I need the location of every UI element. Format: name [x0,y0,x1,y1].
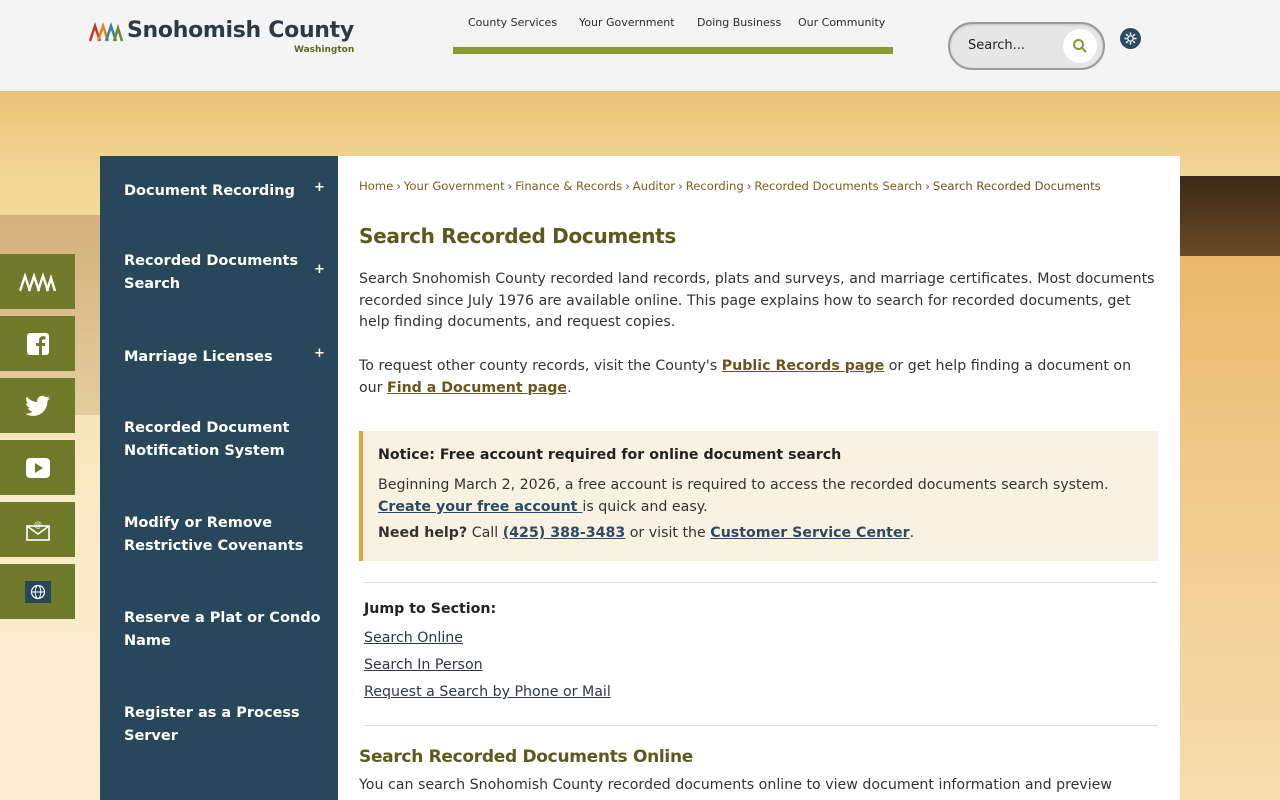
breadcrumb-separator: › [925,179,930,193]
hero-hills [1180,176,1280,256]
help-middle: Call [467,525,503,541]
expand-icon[interactable]: + [314,262,325,277]
notice-body [378,474,1148,518]
social-bar [0,254,75,626]
public-records-link[interactable]: Public Records page [721,358,885,374]
sidebar-item-reserve-plat[interactable]: Reserve a Plat or Condo Name [124,610,321,649]
create-account-link[interactable]: Create your free account [378,499,583,515]
phone-link[interactable]: (425) 388-3483 [502,525,626,541]
sidebar-item-restrictive-covenants[interactable]: Modify or Remove Restrictive Covenants [124,515,304,554]
nav-county-services[interactable]: County Services [468,16,558,29]
divider [364,725,1158,726]
breadcrumb-your-government[interactable]: Your Government [403,179,505,193]
breadcrumb-finance-records[interactable]: Finance & Records [515,179,623,193]
logo-subtitle: Washington [294,45,355,55]
main-content [338,156,1180,800]
logo-mountains-icon [89,22,123,42]
intro-paragraph: Search Snohomish County recorded land records, plats and surveys, and marriage certificates. Most documents recorded since July 1976 are available online. This page explains how to search for recorded documents, get help finding documents, and request copies. [359,271,1155,331]
email-icon [26,519,50,541]
logo-name: Snohomish County [127,18,354,43]
youtube-icon [26,458,50,478]
request-paragraph [359,356,1159,399]
social-facebook-button[interactable] [0,316,75,371]
section-paragraph: You can search Snohomish County recorded documents online to view document information and preview [359,777,1113,793]
social-youtube-button[interactable] [0,440,75,495]
find-document-link[interactable]: Find a Document page [387,379,568,396]
search-input[interactable] [968,38,1058,53]
sidebar-item-document-recording[interactable]: Document Recording [124,183,295,199]
breadcrumb-separator: › [746,179,752,193]
sidebar-navigation [100,156,338,800]
breadcrumb-home[interactable]: Home [359,179,394,193]
breadcrumb-recorded-documents-search[interactable]: Recorded Documents Search [754,179,923,193]
county-logo[interactable] [89,18,359,60]
nav-your-government[interactable]: Your Government [579,16,675,29]
help-or: or visit the [625,525,711,541]
request-middle: or get help finding a document on our [359,358,1132,396]
site-header [0,0,1280,91]
section-heading: Search Recorded Documents Online [359,747,693,767]
customer-service-link[interactable]: Customer Service Center [710,525,910,541]
jump-heading: Jump to Section: [364,601,497,617]
social-twitter-button[interactable] [0,378,75,433]
jump-link-search-in-person[interactable]: Search In Person [364,657,483,673]
settings-gear-button[interactable] [1120,28,1141,49]
hero-water [1180,256,1280,800]
main-navigation [453,0,893,54]
sidebar-item-process-server[interactable]: Register as a Process Server [124,705,300,744]
breadcrumb-separator: › [625,179,630,193]
social-county-button[interactable] [0,254,75,309]
search-icon [1072,38,1088,54]
breadcrumb [359,179,1101,193]
sidebar-item-marriage-licenses[interactable]: Marriage Licenses [124,349,273,365]
sidebar-item-notification-system[interactable]: Recorded Document Notification System [124,420,290,459]
social-email-button[interactable] [0,502,75,557]
breadcrumb-separator: › [507,179,513,193]
help-label: Need help? [378,525,468,541]
page-title: Search Recorded Documents [359,224,677,248]
notice-body-suffix: is quick and easy. [582,499,708,515]
notice-box [359,431,1158,561]
svg-text:@: @ [33,519,42,529]
notice-help [378,525,914,541]
divider [364,582,1158,583]
search-button[interactable] [1063,29,1097,63]
help-end: . [909,525,915,541]
search-box [948,22,1105,70]
breadcrumb-separator: › [678,179,683,193]
notice-title: Notice: Free account required for online document search [378,447,842,463]
nav-our-community[interactable]: Our Community [798,16,886,29]
nav-doing-business[interactable]: Doing Business [697,16,782,29]
breadcrumb-auditor[interactable]: Auditor [632,179,676,193]
gear-icon [1124,32,1137,45]
jump-link-phone-mail[interactable]: Request a Search by Phone or Mail [364,684,611,700]
request-suffix: . [567,379,572,396]
expand-icon[interactable]: + [314,346,325,361]
social-translate-button[interactable] [0,564,75,619]
jump-link-search-online[interactable]: Search Online [364,630,464,646]
facebook-icon [27,333,49,355]
expand-icon[interactable]: + [314,180,325,195]
breadcrumb-separator: › [396,179,401,193]
globe-icon [25,581,51,603]
breadcrumb-current: Search Recorded Documents [932,179,1101,193]
twitter-icon [25,395,51,417]
request-prefix: To request other county records, visit the County's [359,358,722,374]
sidebar-item-recorded-documents-search[interactable]: Recorded Documents Search [124,253,299,292]
notice-body-prefix: Beginning March 2, 2026, a free account is required to access the recorded documents search system. [378,477,1109,493]
breadcrumb-recording[interactable]: Recording [685,179,744,193]
county-logo-icon [19,272,57,292]
